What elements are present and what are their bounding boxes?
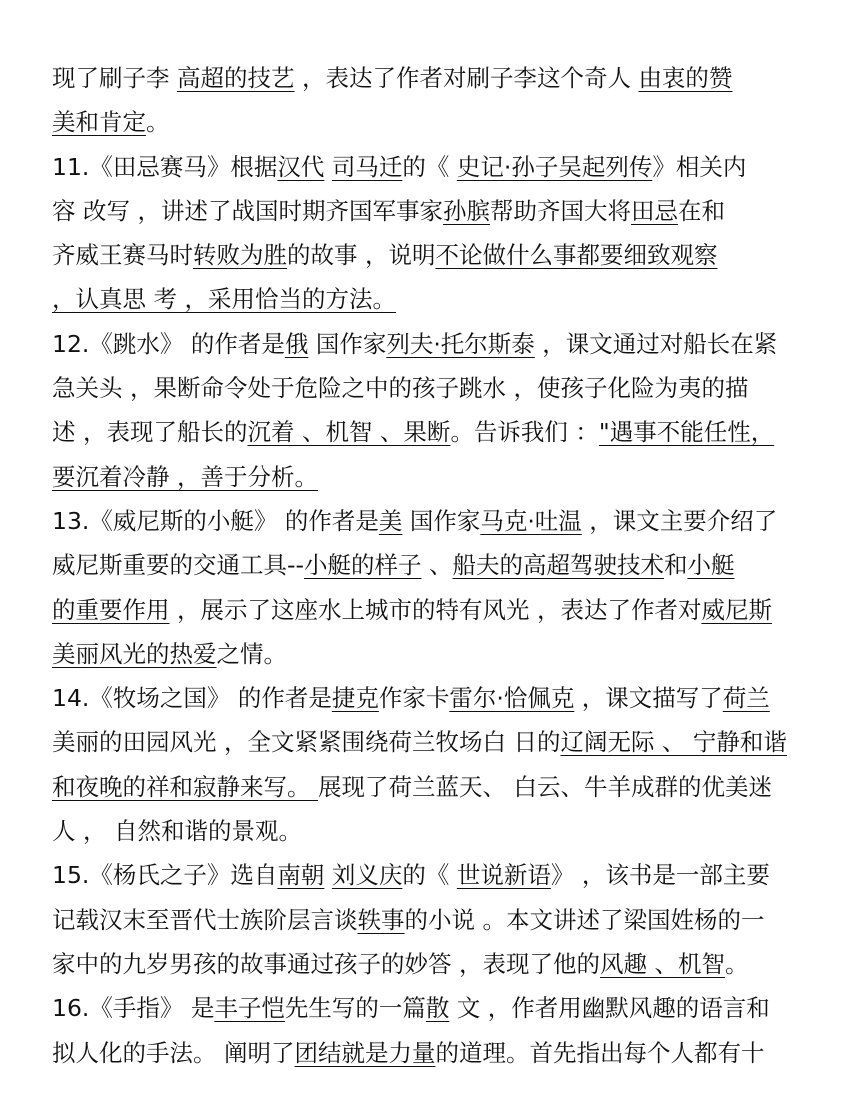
underlined-answer: 美和肯定 bbox=[52, 108, 146, 137]
text-line bbox=[52, 986, 814, 1030]
underlined-answer: 小艇 bbox=[687, 551, 735, 580]
text-segment: 》 ，该书是一部主要 bbox=[550, 861, 770, 890]
text-line bbox=[52, 410, 814, 454]
underlined-answer: ，认真思 考 ，采用恰当的方法。 bbox=[52, 285, 396, 314]
text-line bbox=[52, 942, 814, 986]
underlined-answer: 马克·吐温 bbox=[480, 506, 582, 535]
underlined-answer: 高超的技艺 bbox=[176, 64, 295, 92]
text-segment: 和 bbox=[663, 551, 688, 580]
underlined-answer: 威尼斯 bbox=[701, 595, 772, 624]
text-segment: ，课文通过对船长在紧 bbox=[534, 329, 778, 358]
text-segment: 的小说 。本文讲述了梁国姓杨的一 bbox=[404, 905, 765, 934]
text-line bbox=[52, 676, 814, 720]
underlined-answer: 世说新语 bbox=[456, 861, 551, 890]
text-line bbox=[52, 100, 814, 144]
underlined-answer: 荷兰 bbox=[722, 684, 770, 713]
underlined-answer: 轶事 bbox=[357, 905, 405, 934]
text-line bbox=[52, 809, 814, 853]
text-segment: 国作家 bbox=[308, 329, 387, 358]
underlined-answer: 不论做什么事都要细致观察 bbox=[435, 241, 718, 270]
text-segment: 的《 bbox=[402, 861, 457, 890]
text-line bbox=[52, 277, 814, 321]
underlined-answer: 汉代 bbox=[277, 152, 325, 181]
underlined-answer: 辽阔无际 、 宁静和谐 bbox=[560, 728, 787, 757]
text-segment: 在和 bbox=[677, 196, 725, 225]
text-segment: ，表达了作者对刷子李这个奇人 bbox=[294, 64, 639, 92]
text-line bbox=[52, 1031, 814, 1075]
text-line bbox=[52, 233, 814, 277]
underlined-answer: 风趣 、机智 bbox=[599, 949, 725, 978]
underlined-answer: 美丽风光的热爱 bbox=[52, 639, 217, 668]
text-segment: 展现了荷兰蓝天、 白云、牛羊成群的优美迷 bbox=[317, 772, 772, 801]
text-segment: 的道理。首先指出每个人都有十 bbox=[435, 1038, 765, 1067]
underlined-answer: 由衷的赞 bbox=[638, 64, 733, 92]
text-line bbox=[52, 322, 814, 366]
underlined-answer: 丰子恺 bbox=[214, 994, 285, 1023]
text-segment: 。告诉我们 ： bbox=[450, 418, 599, 447]
underlined-answer: 沉着 、机智 、果断 bbox=[247, 418, 451, 447]
text-segment: 威尼斯重要的交通工具-- bbox=[52, 551, 304, 580]
text-segment: 14.《牧场之国》 的作者是 bbox=[52, 684, 332, 713]
text-segment: 作家卡 bbox=[378, 684, 450, 713]
text-segment: 记载汉末至晋代士族阶层言谈 bbox=[52, 905, 358, 934]
text-line bbox=[52, 56, 814, 100]
text-segment: 齐威王赛马时 bbox=[52, 241, 193, 270]
text-line bbox=[52, 455, 814, 499]
text-segment: 》相关内 bbox=[652, 152, 747, 181]
text-line bbox=[52, 366, 814, 410]
underlined-answer: 要沉着冷静 ，善于分析。 bbox=[52, 462, 318, 491]
text-line bbox=[52, 499, 814, 543]
text-segment: 容 改写 ，讲述了战国时期齐国军事家 bbox=[52, 196, 443, 225]
text-segment: 家中的九岁男孩的故事通过孩子的妙答 ，表现了他的 bbox=[52, 949, 600, 978]
text-segment: 、 bbox=[421, 551, 453, 580]
text-segment: 之情。 bbox=[216, 639, 287, 668]
text-line bbox=[52, 632, 814, 676]
text-segment: 的《 bbox=[402, 152, 457, 181]
text-segment: 拟人化的手法。 阐明了 bbox=[52, 1038, 295, 1067]
text-segment: 15.《杨氏之子》选自 bbox=[52, 861, 278, 890]
text-segment: 。 bbox=[146, 108, 170, 137]
text-segment bbox=[324, 861, 331, 889]
underlined-answer: 捷克 bbox=[331, 684, 379, 713]
text-line bbox=[52, 145, 814, 189]
underlined-answer: 船夫的高超驾驶技术 bbox=[452, 551, 664, 580]
underlined-answer: 刘义庆 bbox=[331, 861, 403, 890]
underlined-answer: 田忌 bbox=[630, 196, 678, 225]
underlined-answer: 雷尔·恰佩克 bbox=[449, 684, 575, 713]
text-segment: 现了刷子李 bbox=[52, 64, 177, 92]
text-line bbox=[52, 720, 814, 764]
text-segment bbox=[324, 153, 331, 181]
text-segment: 13.《威尼斯的小艇》 的作者是 bbox=[52, 506, 379, 535]
text-segment: 述 ，表现了船长的 bbox=[52, 418, 248, 447]
text-segment: 文 ，作者用幽默风趣的语言和 bbox=[449, 994, 770, 1023]
underlined-answer: 南朝 bbox=[277, 861, 325, 890]
underlined-answer: 俄 bbox=[284, 329, 309, 358]
text-segment: 16.《手指》 是 bbox=[52, 994, 215, 1023]
underlined-answer: 孙膑 bbox=[442, 196, 490, 225]
text-segment: 人 ， 自然和谐的景观。 bbox=[52, 817, 302, 846]
underlined-answer: 和夜晚的祥和寂静来写。 bbox=[52, 772, 318, 801]
underlined-answer: 转败为胜 bbox=[193, 241, 287, 270]
text-segment: ，课文主要介绍了 bbox=[581, 506, 778, 535]
text-segment: 国作家 bbox=[402, 506, 481, 535]
underlined-answer: 团结就是力量 bbox=[294, 1038, 436, 1067]
underlined-answer: "遇事不能任性， bbox=[598, 418, 775, 447]
document-body bbox=[52, 56, 814, 1075]
text-line bbox=[52, 588, 814, 632]
text-line bbox=[52, 853, 814, 897]
text-segment: 美丽的田园风光 ，全文紧紧围绕荷兰牧场白 日的 bbox=[52, 728, 561, 757]
underlined-answer: 小艇的样子 bbox=[303, 551, 422, 580]
text-line bbox=[52, 543, 814, 587]
underlined-answer: 列夫·托尔斯泰 bbox=[386, 329, 535, 358]
text-line bbox=[52, 189, 814, 233]
underlined-answer: 美 bbox=[378, 506, 403, 535]
underlined-answer: 的重要作用 bbox=[52, 595, 170, 624]
text-segment: 急关头 ，果断命令处于危险之中的孩子跳水 ，使孩子化险为夷的描 bbox=[52, 374, 749, 403]
text-segment: 12.《跳水》 的作者是 bbox=[52, 329, 285, 358]
underlined-answer: 司马迁 bbox=[331, 152, 403, 181]
text-segment: 11.《田忌赛马》根据 bbox=[52, 152, 278, 181]
text-segment: 。 bbox=[724, 949, 749, 978]
underlined-answer: 散 bbox=[425, 994, 450, 1023]
text-segment: 的故事 ，说明 bbox=[287, 241, 436, 270]
text-line bbox=[52, 765, 814, 809]
text-line bbox=[52, 898, 814, 942]
text-segment: 帮助齐国大将 bbox=[489, 196, 631, 225]
text-segment: ，课文描写了 bbox=[574, 684, 723, 713]
underlined-answer: 史记·孙子吴起列传 bbox=[456, 152, 653, 181]
text-segment: 先生写的一篇 bbox=[284, 994, 426, 1023]
text-segment: ，展示了这座水上城市的特有风光 ，表达了作者对 bbox=[169, 595, 702, 624]
